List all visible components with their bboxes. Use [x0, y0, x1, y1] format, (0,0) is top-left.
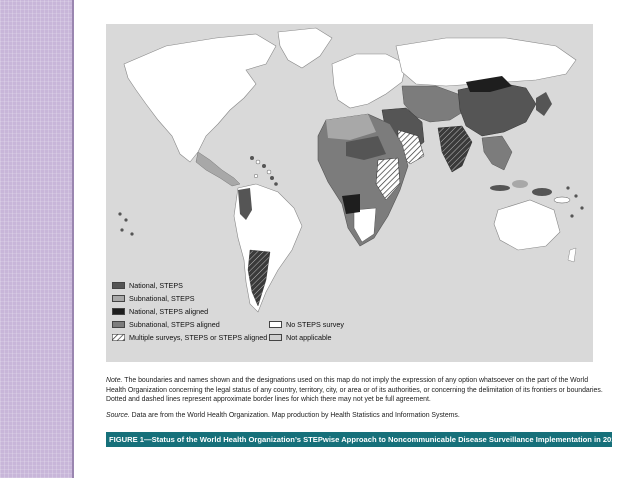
legend-swatch — [269, 334, 282, 341]
map-legend — [112, 281, 412, 357]
legend-swatch — [269, 321, 282, 328]
legend-swatch — [112, 282, 125, 289]
world-map-figure — [106, 24, 593, 362]
legend-item-subnational-steps-aligned — [112, 320, 220, 329]
legend-label: Not applicable — [286, 333, 332, 342]
legend-label: National, STEPS aligned — [129, 307, 209, 316]
legend-label: Multiple surveys, STEPS or STEPS aligned — [129, 333, 268, 342]
legend-item-not-applicable — [269, 333, 332, 342]
legend-item-national-steps-aligned — [112, 307, 208, 316]
source-label: Source. — [106, 412, 130, 419]
legend-item-subnational-steps — [112, 294, 195, 303]
legend-label: Subnational, STEPS — [129, 294, 195, 303]
legend-swatch — [112, 295, 125, 302]
side-divider — [72, 0, 74, 478]
legend-label: National, STEPS — [129, 281, 183, 290]
legend-item-multiple-surveys — [112, 333, 267, 342]
map-source — [106, 412, 606, 419]
legend-swatch — [112, 321, 125, 328]
legend-item-no-steps-survey — [269, 320, 344, 329]
legend-swatch — [112, 308, 125, 315]
figure-caption: FIGURE 1—Status of the World Health Organization’s STEPwise Approach to Noncommunicable Disease Surveillance Implementation in 2015 — [109, 435, 620, 444]
figure-caption-bar — [106, 432, 620, 447]
legend-label: Subnational, STEPS aligned — [129, 320, 220, 329]
source-text: Data are from the World Health Organization. Map production by Health Statistics and Information Systems. — [131, 412, 460, 419]
legend-label: No STEPS survey — [286, 320, 344, 329]
note-label: Note. — [106, 377, 123, 384]
note-text: The boundaries and names shown and the designations used on this map do not imply the expression of any option whatsoever on the part of the World Health Organization concerning the legal status of any country, territory, city, or area or of its authorities, or concerning the delimitation of its frontiers or boundaries. Dotted and dashed lines represent approximate border lines for which there may not yet be full agreement. — [106, 377, 603, 404]
map-note — [106, 376, 606, 405]
legend-swatch-hatched — [112, 334, 125, 341]
legend-item-national-steps — [112, 281, 183, 290]
decorative-side-bar — [0, 0, 72, 478]
